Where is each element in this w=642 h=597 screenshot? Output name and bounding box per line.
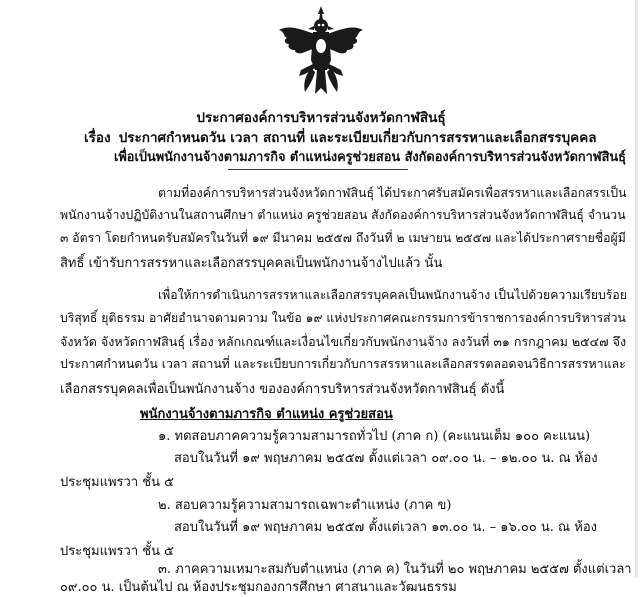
para1-line-4: สิทธิ์ เข้ารับการสรรหาและเลือกสรรบุคคลเป็นพนักงานจ้างไปแล้ว นั้น <box>60 256 443 271</box>
section-title: พนักงานจ้างตามภารกิจ ตำแหน่ง ครูช่วยสอน <box>140 407 393 422</box>
para2-line-1: เพื่อให้การดำเนินการสรรหาและเลือกสรรบุคคลเป็นพนักงานจ้าง เป็นไปด้วยความเรียบร้อย <box>158 288 627 302</box>
subject-line-1 <box>84 126 597 148</box>
para2-line-4: ประกาศกำหนดวัน เวลา สถานที่ และระเบียบการเกี่ยวกับการสรรหาและเลือกสรรตลอดจนวิธีการสรรหาและ <box>60 357 626 371</box>
garuda-emblem-icon <box>275 4 367 98</box>
item-1-title: ๑. ทดสอบภาคความรู้ความสามารถทั่วไป (ภาค ก) (คะแนนเต็ม ๑๐๐ คะแนน) <box>158 429 591 444</box>
item-2-title: ๒. สอบความรู้ความสามารถเฉพาะตำแหน่ง (ภาค ข) <box>158 498 452 513</box>
item-1-room: ประชุมแพรวา ชั้น ๕ <box>60 475 174 490</box>
para1-line-1: ตามที่องค์การบริหารส่วนจังหวัดกาฬสินธุ์ ได้ประกาศรับสมัครเพื่อสรรหาและเลือกสรรเป็น <box>158 186 627 200</box>
item-2-room: ประชุมแพรวา ชั้น ๕ <box>60 544 174 559</box>
title-divider <box>228 169 408 170</box>
para2-line-5: เลือกสรรบุคคลเพื่อเป็นพนักงานจ้าง ขององค์การบริหารส่วนจังหวัดกาฬสินธุ์ ดังนี้ <box>60 382 505 397</box>
item-3-title: ๓. ภาคความเหมาะสมกับตำแหน่ง (ภาค ค) ในวันที่ ๒๐ พฤษภาคม ๒๕๕๗ ตั้งแต่เวลา <box>158 562 632 577</box>
para2-line-2: บริสุทธิ์ ยุติธรรม อาศัยอำนาจตามความ ในข้อ ๑๙ แห่งประกาศคณะกรรมการข้าราชการองค์การบริหารส่วน <box>60 311 626 325</box>
subject-line-2: เพื่อเป็นพนักงานจ้างตามภารกิจ ตำแหน่งครูช่วยสอน สังกัดองค์การบริหารส่วนจังหวัดกาฬสินธุ์ <box>114 150 626 165</box>
para1-line-3: ๓ อัตรา โดยกำหนดรับสมัครในวันที่ ๑๙ มีนาคม ๒๕๕๗ ถึงวันที่ ๒ เมษายน ๒๕๕๗ และได้ประกาศรายชื่อผู้มี <box>60 231 626 245</box>
subject-label: เรื่อง <box>84 130 111 146</box>
para1-line-2: พนักงานจ้างปฏิบัติงานในสถานศึกษา ตำแหน่ง ครูช่วยสอน สังกัดองค์การบริหารส่วนจังหวัดกาฬสินธุ์ จำนวน <box>60 208 626 222</box>
subject-text-1: ประกาศกำหนดวัน เวลา สถานที่ และระเบียบเกี่ยวกับการสรรหาและเลือกสรรบุคคล <box>118 130 597 146</box>
item-3-detail: ๐๙.๐๐ น. เป็นต้นไป ณ ห้องประชุมกองการศึกษา ศาสนาและวัฒนธรรม <box>60 580 457 595</box>
item-1-schedule: สอบในวันที่ ๑๙ พฤษภาคม ๒๕๕๗ ตั้งแต่เวลา ๐๙.๐๐ น. – ๑๒.๐๐ น. ณ ห้อง <box>174 451 598 466</box>
page-edge-shadow <box>635 0 638 578</box>
document-title: ประกาศองค์การบริหารส่วนจังหวัดกาฬสินธุ์ <box>196 110 446 126</box>
para2-line-3: จังหวัด จังหวัดกาฬสินธุ์ เรื่อง หลักเกณฑ์และเงื่อนไขเกี่ยวกับพนักงานจ้าง ลงวันที่ ๓๑ กรกฎาคม ๒๕๔๗ จึง <box>60 334 627 349</box>
item-2-schedule: สอบในวันที่ ๑๙ พฤษภาคม ๒๕๕๗ ตั้งแต่เวลา ๑๓.๐๐ น. – ๑๖.๐๐ น. ณ ห้อง <box>174 520 597 535</box>
